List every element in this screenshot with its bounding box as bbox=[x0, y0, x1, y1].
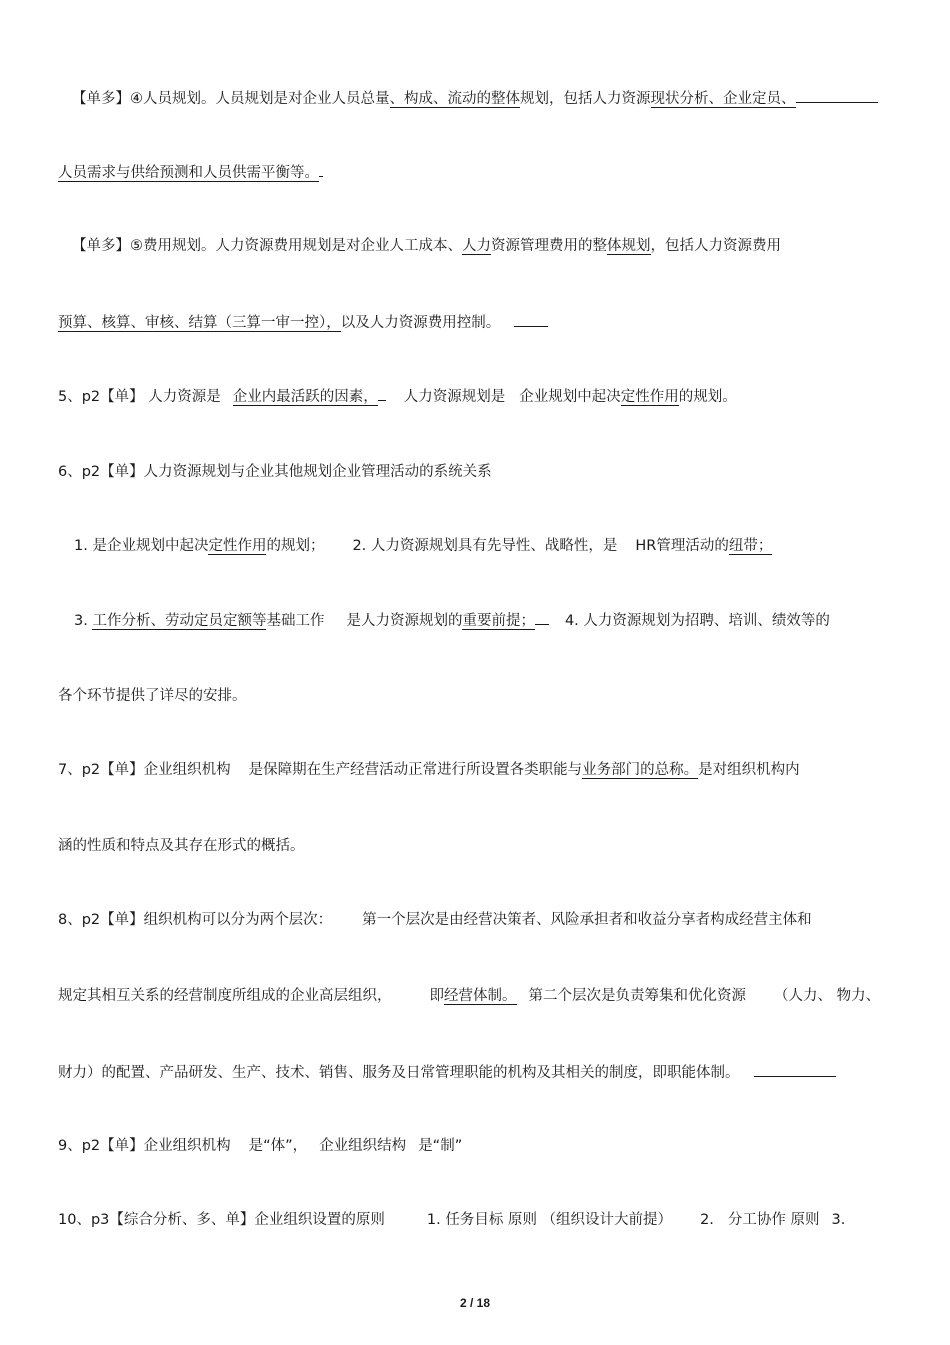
text-segment: 是人力资源规划的 bbox=[346, 613, 463, 629]
text-segment: 3. bbox=[74, 613, 93, 629]
fill-blank bbox=[514, 312, 548, 327]
underlined-text: 人力 bbox=[462, 238, 491, 254]
underlined-text: 工作分析、劳动定员定额等 bbox=[92, 613, 267, 629]
text-segment: 9、p2【单】企业组织机构 bbox=[58, 1138, 231, 1154]
text-segment: 企业组织结构 bbox=[319, 1138, 407, 1154]
text-segment: 【单多】④人员规划。人员规划是对企业人员总量 bbox=[72, 91, 390, 107]
paragraph-line bbox=[72, 236, 781, 256]
text-segment: 以及人力资源费用控制。 bbox=[340, 315, 501, 331]
paragraph-line bbox=[72, 88, 878, 109]
text-segment: 是对组织机构内 bbox=[698, 762, 800, 778]
text-segment: 第二个层次是负责筹集和优化资源 bbox=[528, 988, 746, 1004]
text-segment: 2. 人力资源规划具有先导性、战略性，是 bbox=[352, 538, 618, 554]
paragraph-line bbox=[58, 910, 812, 930]
underlined-text: 纽带； bbox=[728, 538, 773, 554]
paragraph-line bbox=[58, 1210, 845, 1230]
text-segment: 10、p3【综合分析、多、单】企业组织设置的原则 bbox=[58, 1212, 385, 1228]
text-segment: 是“体”， bbox=[248, 1138, 308, 1154]
underlined-text: 定性作用 bbox=[620, 389, 679, 405]
paragraph-line bbox=[58, 760, 800, 780]
underlined-text: 重要前提； bbox=[462, 613, 535, 629]
paragraph-line bbox=[58, 836, 305, 856]
fill-blank bbox=[535, 610, 549, 625]
text-segment: 规定其相互关系的经营制度所组成的企业高层组织， bbox=[58, 988, 392, 1004]
text-segment: 的规划。 bbox=[678, 389, 737, 405]
fill-blank bbox=[319, 162, 323, 177]
underlined-text: 体规划 bbox=[607, 238, 651, 254]
page-number: 2 / 18 bbox=[459, 1296, 491, 1310]
paragraph-line bbox=[58, 1062, 836, 1083]
underlined-text: 经营体制。 bbox=[444, 988, 517, 1004]
paragraph-line bbox=[58, 162, 323, 183]
text-segment: HR管理活动的 bbox=[635, 538, 729, 554]
text-segment: 各个环节提供了详尽的安排。 bbox=[58, 688, 247, 704]
paragraph-line bbox=[58, 462, 492, 482]
underlined-text: 人员需求与供给预测和人员供需平衡等。 bbox=[58, 165, 319, 181]
underlined-text: 现状分析、企业定员、 bbox=[650, 91, 796, 107]
paragraph-line bbox=[58, 986, 880, 1006]
text-segment: 人力资源规划是 bbox=[403, 389, 506, 405]
text-segment: 4. 人力资源规划为招聘、培训、绩效等的 bbox=[564, 613, 830, 629]
text-segment: 的规划； bbox=[266, 538, 325, 554]
fill-blank bbox=[378, 386, 386, 401]
text-segment: 3. bbox=[831, 1212, 846, 1228]
text-segment: 2. bbox=[700, 1212, 714, 1228]
text-segment: 第一个层次是由经营决策者、风险承担者和收益分享者构成经营主体和 bbox=[362, 912, 812, 928]
underlined-text: 企业内最活跃的因素， bbox=[232, 389, 378, 405]
text-segment: 财力）的配置、产品研发、生产、技术、销售、服务及日常管理职能的机构及其相关的制度，即职能体制。 bbox=[58, 1065, 740, 1081]
paragraph-line bbox=[74, 610, 830, 631]
text-segment: 7、p2【单】企业组织机构 bbox=[58, 762, 231, 778]
paragraph-line bbox=[58, 1136, 462, 1156]
text-segment: 企业规划中起决 bbox=[519, 389, 621, 405]
underlined-text: 业务部门的总称。 bbox=[582, 762, 699, 778]
text-segment: 是保障期在生产经营活动正常进行所设置各类职能与 bbox=[248, 762, 583, 778]
text-segment: 【单多】⑤费用规划。人力资源费用规划是对企业人工成本、 bbox=[72, 238, 462, 254]
paragraph-line bbox=[74, 536, 772, 556]
underlined-text: 、构成、流动的整体 bbox=[389, 91, 520, 107]
fill-blank bbox=[796, 88, 878, 103]
text-segment: 8、p2【单】组织机构可以分为两个层次： bbox=[58, 912, 333, 928]
underlined-text: 定性作用 bbox=[208, 538, 267, 554]
text-segment: 规划，包括人力资源 bbox=[520, 91, 651, 107]
underlined-text: 预算、核算、审核、结算（三算一审一控）， bbox=[58, 315, 341, 331]
fill-blank bbox=[754, 1062, 836, 1077]
paragraph-line bbox=[58, 312, 548, 333]
text-segment: 基础工作 bbox=[266, 613, 325, 629]
text-segment: 资源管理费用的整 bbox=[491, 238, 607, 254]
text-segment: ，包括人力资源费用 bbox=[650, 238, 781, 254]
text-segment: （人力、 物力、 bbox=[774, 988, 881, 1004]
text-segment: 分工协作 原则 bbox=[727, 1212, 820, 1228]
text-segment: 涵的性质和特点及其存在形式的概括。 bbox=[58, 838, 305, 854]
text-segment: 5、p2【单】 人力资源是 bbox=[58, 389, 221, 405]
paragraph-line bbox=[58, 686, 247, 706]
text-segment: 即 bbox=[429, 988, 444, 1004]
text-segment: 1. 任务目标 原则 （组织设计大前提） bbox=[426, 1212, 673, 1228]
text-segment: 1. 是企业规划中起决 bbox=[74, 538, 209, 554]
text-segment: 6、p2【单】人力资源规划与企业其他规划企业管理活动的系统关系 bbox=[58, 464, 492, 480]
text-segment: 是“制” bbox=[418, 1138, 463, 1154]
paragraph-line bbox=[58, 386, 737, 407]
